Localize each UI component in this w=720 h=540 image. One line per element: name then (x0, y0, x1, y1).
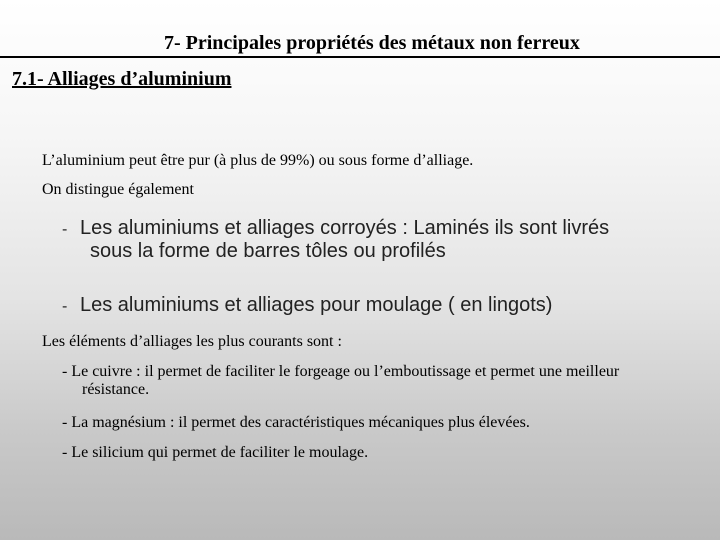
element-line: - Le cuivre : il permet de faciliter le forgeage ou l’emboutissage et permet une meilleur (62, 363, 620, 380)
element-item-copper (62, 363, 619, 399)
bullet-dash: - (62, 221, 68, 238)
elements-heading: Les éléments d’alliages les plus courants sont : (42, 333, 342, 350)
element-line: - Le silicium qui permet de faciliter le moulage. (62, 444, 369, 461)
bullet-line: Les aluminiums et alliages corroyés : Laminés ils sont livrés (80, 217, 610, 239)
distinguish-paragraph: On distingue également (42, 181, 194, 198)
bullet-item-wrought (62, 217, 609, 263)
element-line: - La magnésium : il permet des caractéristiques mécaniques plus élevées. (62, 414, 530, 431)
element-line-continued: résistance. (82, 381, 150, 398)
bullet-dash: - (62, 298, 68, 315)
intro-paragraph: L’aluminium peut être pur (à plus de 99%) ou sous forme d’alliage. (42, 152, 474, 169)
element-item-magnesium (62, 414, 530, 432)
section-heading: 7.1- Alliages d’aluminium (12, 68, 232, 90)
element-item-silicon (62, 444, 368, 462)
bullet-line-continued: sous la forme de barres tôles ou profilés (90, 240, 446, 262)
bullet-item-casting (62, 294, 552, 317)
bullet-line: Les aluminiums et alliages pour moulage ( en lingots) (80, 294, 553, 316)
slide-title: 7- Principales propriétés des métaux non ferreux (164, 32, 580, 54)
title-divider (0, 56, 720, 58)
